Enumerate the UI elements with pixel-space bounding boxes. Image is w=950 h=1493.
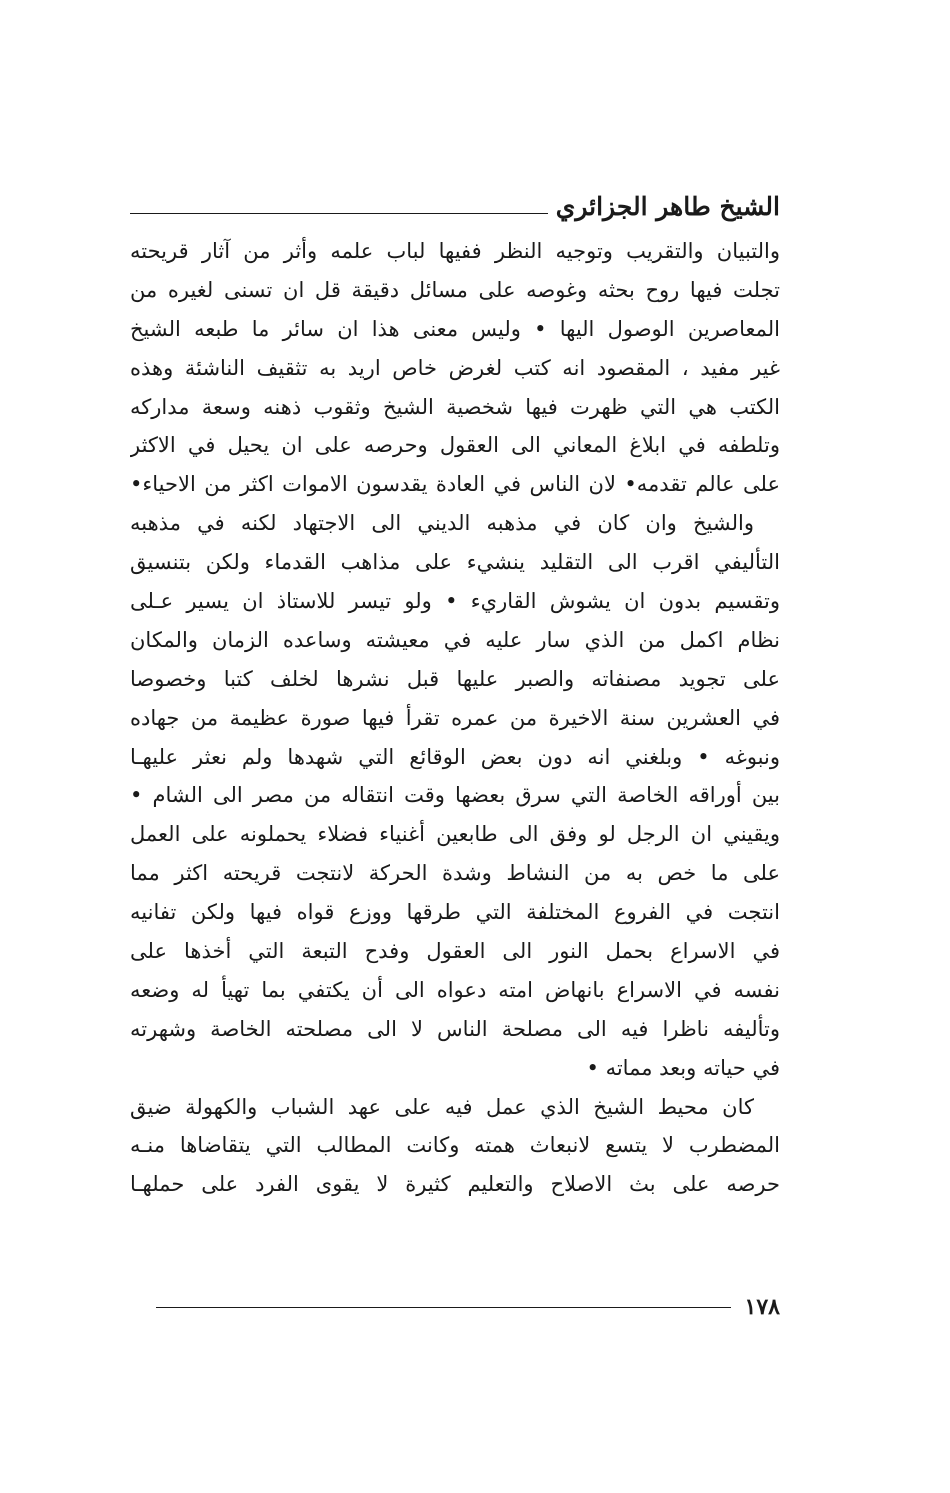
footer-rule (156, 1307, 731, 1308)
running-footer (130, 1290, 780, 1324)
page-number: ١٧٨ (744, 1294, 780, 1320)
text-line: المعاصرين الوصول اليها • وليس معنى هذا ان سائر ما طبعه الشيخ (130, 316, 780, 341)
text-line: على ما خص به من النشاط وشدة الحركة لانتجت قريحته اكثر مما (130, 861, 780, 886)
text-line: حرصه على بث الاصلاح والتعليم كثيرة لا يقوى الفرد على حملهـا (130, 1172, 780, 1197)
paragraph-end-line: في حياته وبعد مماته • (586, 1055, 780, 1080)
text-line: نظام اكمل من الذي سار عليه في معيشته وساعده الزمان والمكان (130, 627, 780, 652)
text-line: بين أوراقه الخاصة التي سرق بعضها وقت انتقاله من مصر الى الشام • (130, 783, 780, 808)
paragraph-start-line: والشيخ وان كان في مذهبه الديني الى الاجتهاد لكنه في مذهبه (130, 511, 754, 536)
text-line: وتلطفه في ابلاغ المعاني الى العقول وحرصه على ان يحيل في الاكثر (130, 433, 780, 458)
header-rule (130, 213, 548, 214)
running-header (130, 178, 780, 222)
text-line: في الاسراع بحمل النور الى العقول وفدح التبعة التي أخذها على (130, 939, 780, 964)
text-line: غير مفيد ، المقصود انه كتب لغرض خاص اريد به تثقيف الناشئة وهذه (130, 355, 780, 380)
text-line: المضطرب لا يتسع لانبعاث همته وكانت المطالب التي يتقاضاها منـه (130, 1133, 780, 1158)
running-header-title: الشيخ طاهر الجزائري (555, 192, 780, 221)
text-line: على عالم تقدمه• لان الناس في العادة يقدسون الاموات اكثر من الاحياء• (130, 472, 780, 497)
text-line: على تجويد مصنفاته والصبر عليها قبل نشرها لخلف كتبا وخصوصا (130, 666, 780, 691)
text-line: ويقيني ان الرجل لو وفق الى طابعين أغنياء فضلاء يحملونه على العمل (130, 822, 780, 847)
body-text (130, 232, 780, 1204)
text-line: وتأليفه ناظرا فيه الى مصلحة الناس لا الى مصلحته الخاصة وشهرته (130, 1016, 780, 1041)
text-line: ونبوغه • وبلغني انه دون بعض الوقائع التي شهدها ولم نعثر عليهـا (130, 744, 780, 769)
text-line: انتجت في الفروع المختلفة التي طرقها ووزع قواه فيها ولكن تفانيه (130, 900, 780, 925)
text-line: تجلت فيها روح بحثه وغوصه على مسائل دقيقة قل ان تسنى لغيره من (130, 277, 780, 302)
text-line: نفسه في الاسراع بانهاض امته دعواه الى أن يكتفي بما تهيأ له وضعه (130, 977, 780, 1002)
paragraph-start-line: كان محيط الشيخ الذي عمل فيه على عهد الشباب والكهولة ضيق (130, 1094, 754, 1119)
text-line: التأليفي اقرب الى التقليد ينشيء على مذاهب القدماء ولكن بتنسيق (130, 550, 780, 575)
text-line: وتقسيم بدون ان يشوش القاريء • ولو تيسر للاستاذ ان يسير عـلى (130, 589, 780, 614)
text-line: الكتب هي التي ظهرت فيها شخصية الشيخ وثقوب ذهنه وسعة مداركه (130, 394, 780, 419)
text-line: في العشرين سنة الاخيرة من عمره تقرأ فيها صورة عظيمة من جهاده (130, 705, 780, 730)
text-line: والتبيان والتقريب وتوجيه النظر ففيها لباب علمه وأثر من آثار قريحته (130, 239, 780, 263)
